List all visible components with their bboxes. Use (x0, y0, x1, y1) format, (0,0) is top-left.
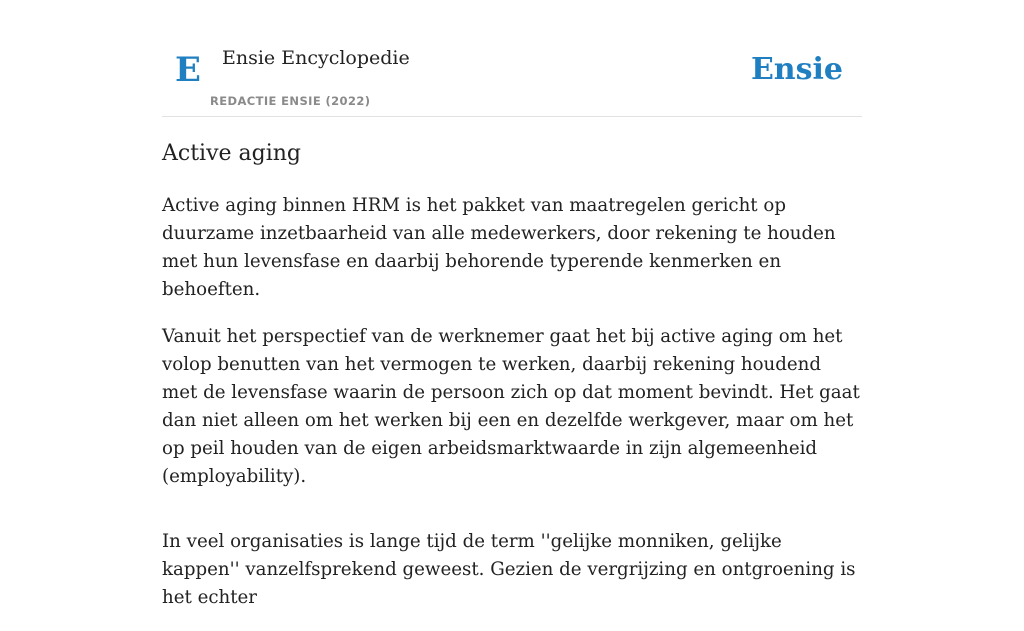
brand-link[interactable]: Ensie (750, 52, 843, 87)
author-byline: REDACTIE ENSIE (2022) (210, 94, 371, 108)
article-paragraph: In veel organisaties is lange tijd de term ''gelijke monniken, gelijke kappen'' vanzelfsprekend geweest. Gezien de vergrijzing en ontgroening is het echter (162, 531, 856, 608)
article-paragraph: Active aging binnen HRM is het pakket van maatregelen gericht op duurzame inzetbaarheid van alle medewerkers, door rekening te houden met hun levensfase en daarbij behorende typerende kenmerken en behoeften. (162, 195, 836, 300)
article-title: Active aging (162, 141, 302, 166)
article (162, 138, 862, 631)
article-paragraph: Vanuit het perspectief van de werknemer gaat het bij active aging om het volop benutten van het vermogen te werken, daarbij rekening houdend met de levensfase waarin de persoon zich op dat moment bevindt. Het gaat dan niet alleen om het werken bij een en dezelfde werkgever, maar om het op peil houden van de eigen arbeidsmarktwaarde in zijn algemeenheid (employability). (162, 326, 860, 487)
site-name: Ensie Encyclopedie (222, 47, 410, 69)
site-header (162, 0, 862, 117)
ensie-logo-icon[interactable]: E (175, 50, 201, 90)
